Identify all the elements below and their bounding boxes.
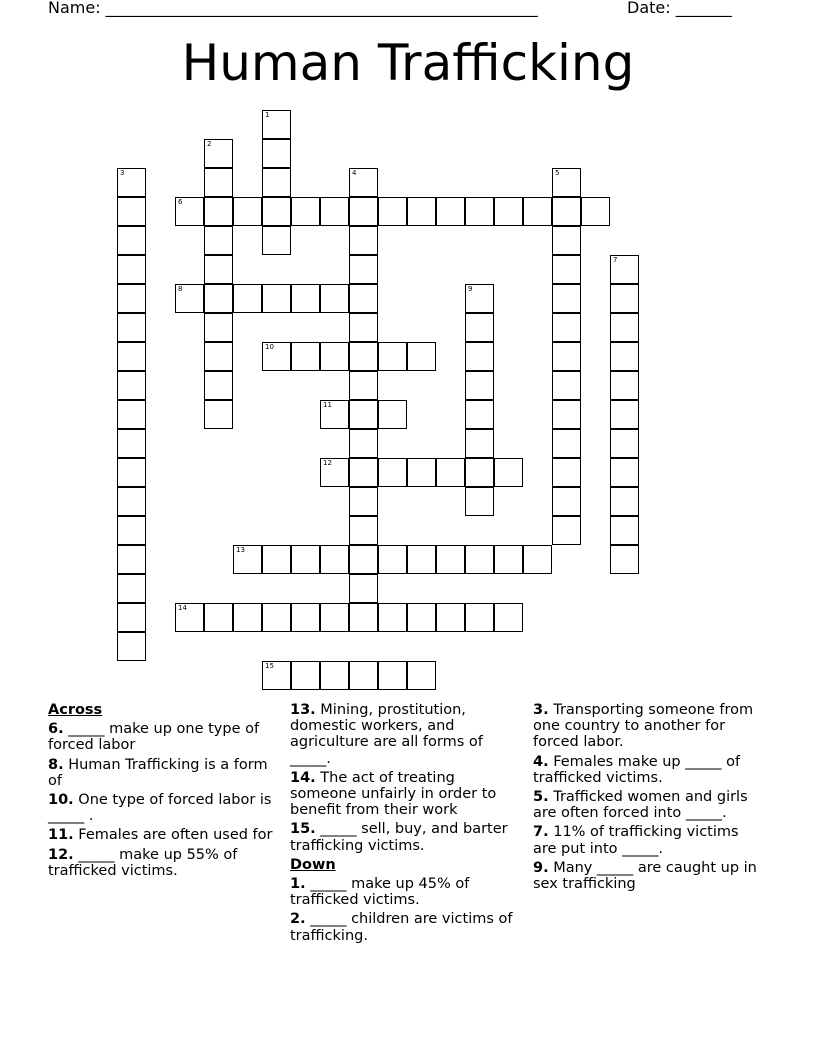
crossword-cell[interactable] [262, 139, 291, 168]
crossword-cell[interactable] [349, 168, 378, 197]
crossword-cell[interactable] [320, 603, 349, 632]
crossword-cell[interactable] [552, 313, 581, 342]
crossword-cell[interactable] [175, 197, 204, 226]
crossword-cell[interactable] [320, 197, 349, 226]
cell-number: 4 [352, 169, 357, 177]
crossword-cell[interactable] [465, 197, 494, 226]
crossword-cell[interactable] [407, 342, 436, 371]
clue-across-15: 15. _____ sell, buy, and barter trafficking victims. [290, 821, 508, 854]
crossword-cell[interactable] [349, 458, 378, 487]
crossword-cell[interactable] [204, 371, 233, 400]
crossword-cell[interactable] [262, 342, 291, 371]
crossword-cell[interactable] [349, 284, 378, 313]
crossword-cell[interactable] [117, 487, 146, 516]
crossword-cell[interactable] [204, 226, 233, 255]
cell-number: 10 [265, 343, 274, 351]
clue-column-3 [533, 702, 763, 895]
crossword-cell[interactable] [349, 545, 378, 574]
crossword-cell[interactable] [117, 603, 146, 632]
clue-down-2: 2. _____ children are victims of trafficking. [290, 911, 513, 944]
cell-number: 1 [265, 111, 270, 119]
clue-column-2 [290, 702, 515, 947]
crossword-cell[interactable] [465, 603, 494, 632]
crossword-cell[interactable] [610, 545, 639, 574]
crossword-cell[interactable] [349, 313, 378, 342]
crossword-cell[interactable] [552, 400, 581, 429]
crossword-cell[interactable] [117, 255, 146, 284]
crossword-cell[interactable] [378, 603, 407, 632]
crossword-cell[interactable] [320, 661, 349, 690]
crossword-cell[interactable] [610, 516, 639, 545]
crossword-cell[interactable] [291, 603, 320, 632]
crossword-cell[interactable] [610, 342, 639, 371]
crossword-cell[interactable] [494, 545, 523, 574]
crossword-cell[interactable] [407, 545, 436, 574]
cell-number: 7 [613, 256, 618, 264]
crossword-cell[interactable] [175, 603, 204, 632]
cell-number: 5 [555, 169, 560, 177]
crossword-cell[interactable] [233, 284, 262, 313]
crossword-cell[interactable] [117, 226, 146, 255]
crossword-cell[interactable] [349, 342, 378, 371]
crossword-cell[interactable] [233, 603, 262, 632]
crossword-cell[interactable] [610, 458, 639, 487]
crossword-cell[interactable] [436, 603, 465, 632]
crossword-cell[interactable] [117, 458, 146, 487]
clue-down-3: 3. Transporting someone from one country to another for forced labor. [533, 702, 754, 751]
crossword-cell[interactable] [465, 487, 494, 516]
crossword-cell[interactable] [552, 226, 581, 255]
crossword-cell[interactable] [262, 226, 291, 255]
clue-column-1 [48, 700, 273, 882]
name-field-label: Name: ______________________________________________________ [48, 0, 538, 17]
clue-down-9: 9. Many _____ are caught up in sex trafficking [533, 859, 757, 893]
crossword-cell[interactable] [349, 516, 378, 545]
crossword-cell[interactable] [552, 168, 581, 197]
cell-number: 14 [178, 604, 187, 612]
crossword-cell[interactable] [117, 400, 146, 429]
crossword-cell[interactable] [262, 197, 291, 226]
crossword-cell[interactable] [204, 255, 233, 284]
crossword-cell[interactable] [349, 487, 378, 516]
crossword-cell[interactable] [465, 371, 494, 400]
crossword-cell[interactable] [610, 429, 639, 458]
crossword-cell[interactable] [465, 458, 494, 487]
crossword-cell[interactable] [262, 603, 291, 632]
date-field-label: Date: _______ [627, 0, 732, 17]
crossword-cell[interactable] [436, 545, 465, 574]
crossword-cell[interactable] [436, 197, 465, 226]
crossword-cell[interactable] [378, 545, 407, 574]
crossword-cell[interactable] [465, 284, 494, 313]
crossword-cell[interactable] [349, 371, 378, 400]
clue-across-10: 10. One type of forced labor is _____ . [48, 792, 272, 825]
cell-number: 2 [207, 140, 212, 148]
crossword-cell[interactable] [117, 342, 146, 371]
crossword-cell[interactable] [610, 400, 639, 429]
crossword-cell[interactable] [610, 255, 639, 284]
crossword-cell[interactable] [262, 168, 291, 197]
crossword-cell[interactable] [291, 661, 320, 690]
crossword-cell[interactable] [262, 110, 291, 139]
crossword-cell[interactable] [494, 197, 523, 226]
cell-number: 11 [323, 401, 332, 409]
crossword-cell[interactable] [610, 284, 639, 313]
crossword-cell[interactable] [465, 545, 494, 574]
crossword-cell[interactable] [204, 342, 233, 371]
crossword-cell[interactable] [117, 516, 146, 545]
crossword-cell[interactable] [465, 429, 494, 458]
crossword-cell[interactable] [262, 284, 291, 313]
crossword-cell[interactable] [117, 574, 146, 603]
crossword-cell[interactable] [610, 371, 639, 400]
crossword-cell[interactable] [291, 197, 320, 226]
crossword-cell[interactable] [262, 661, 291, 690]
crossword-cell[interactable] [320, 458, 349, 487]
crossword-cell[interactable] [436, 458, 465, 487]
crossword-cell[interactable] [204, 139, 233, 168]
crossword-cell[interactable] [407, 458, 436, 487]
crossword-cell[interactable] [610, 313, 639, 342]
crossword-cell[interactable] [378, 458, 407, 487]
crossword-cell[interactable] [610, 487, 639, 516]
crossword-cell[interactable] [204, 313, 233, 342]
crossword-cell[interactable] [581, 197, 610, 226]
crossword-cell[interactable] [407, 661, 436, 690]
crossword-cell[interactable] [407, 603, 436, 632]
crossword-cell[interactable] [117, 284, 146, 313]
crossword-cell[interactable] [117, 429, 146, 458]
crossword-cell[interactable] [117, 197, 146, 226]
crossword-cell[interactable] [233, 545, 262, 574]
clue-down-1: 1. _____ make up 45% of trafficked victims. [290, 876, 470, 909]
clue-across-11: 11. Females are often used for [48, 827, 273, 844]
crossword-cell[interactable] [291, 342, 320, 371]
cell-number: 13 [236, 546, 245, 554]
crossword-cell[interactable] [233, 197, 262, 226]
crossword-cell[interactable] [378, 342, 407, 371]
clue-across-14: 14. The act of treating someone unfairly in order to benefit from their work [290, 769, 497, 819]
clue-across-12: 12. _____ make up 55% of trafficked victims. [48, 846, 238, 879]
crossword-cell[interactable] [204, 168, 233, 197]
crossword-cell[interactable] [552, 487, 581, 516]
crossword-cell[interactable] [552, 516, 581, 545]
crossword-cell[interactable] [117, 632, 146, 661]
crossword-cell[interactable] [349, 574, 378, 603]
crossword-cell[interactable] [552, 458, 581, 487]
clue-across-8: 8. Human Trafficking is a form of [48, 756, 268, 789]
crossword-cell[interactable] [349, 226, 378, 255]
crossword-cell[interactable] [175, 284, 204, 313]
cell-number: 3 [120, 169, 125, 177]
crossword-cell[interactable] [494, 603, 523, 632]
clue-across-6: 6. _____ make up one type of forced labor [48, 721, 260, 754]
crossword-cell[interactable] [320, 342, 349, 371]
cell-number: 6 [178, 198, 183, 206]
across-heading: Across [48, 702, 103, 718]
crossword-cell[interactable] [117, 313, 146, 342]
cell-number: 15 [265, 662, 274, 670]
crossword-cell[interactable] [320, 400, 349, 429]
crossword-cell[interactable] [320, 284, 349, 313]
crossword-cell[interactable] [349, 661, 378, 690]
crossword-cell[interactable] [552, 371, 581, 400]
crossword-cell[interactable] [349, 400, 378, 429]
crossword-cell[interactable] [204, 400, 233, 429]
crossword-cell[interactable] [117, 545, 146, 574]
crossword-cell[interactable] [378, 197, 407, 226]
crossword-cell[interactable] [262, 545, 291, 574]
crossword-cell[interactable] [204, 197, 233, 226]
crossword-cell[interactable] [552, 284, 581, 313]
crossword-cell[interactable] [378, 400, 407, 429]
crossword-cell[interactable] [378, 661, 407, 690]
clue-down-4: 4. Females make up _____ of trafficked victims. [533, 753, 741, 786]
cell-number: 9 [468, 285, 473, 293]
cell-number: 8 [178, 285, 183, 293]
clue-across-13: 13. Mining, prostitution, domestic workers, and agriculture are all forms of _____. [290, 702, 483, 767]
crossword-cell[interactable] [204, 284, 233, 313]
down-heading: Down [290, 856, 336, 873]
crossword-cell[interactable] [465, 400, 494, 429]
crossword-cell[interactable] [552, 197, 581, 226]
crossword-cell[interactable] [349, 603, 378, 632]
crossword-cell[interactable] [320, 545, 349, 574]
crossword-cell[interactable] [552, 429, 581, 458]
crossword-cell[interactable] [291, 284, 320, 313]
crossword-cell[interactable] [552, 342, 581, 371]
page-title: Human Trafficking [181, 34, 635, 92]
crossword-cell[interactable] [349, 197, 378, 226]
crossword-cell[interactable] [117, 371, 146, 400]
clue-down-7: 7. 11% of trafficking victims are put into _____. [533, 824, 739, 857]
crossword-cell[interactable] [117, 168, 146, 197]
cell-number: 12 [323, 459, 332, 467]
crossword-cell[interactable] [465, 342, 494, 371]
crossword-cell[interactable] [204, 603, 233, 632]
crossword-cell[interactable] [552, 255, 581, 284]
crossword-cell[interactable] [407, 197, 436, 226]
crossword-cell[interactable] [465, 313, 494, 342]
crossword-cell[interactable] [291, 545, 320, 574]
clue-down-5: 5. Trafficked women and girls are often forced into _____. [533, 789, 748, 822]
crossword-cell[interactable] [494, 458, 523, 487]
crossword-cell[interactable] [523, 197, 552, 226]
crossword-cell[interactable] [523, 545, 552, 574]
crossword-cell[interactable] [349, 255, 378, 284]
crossword-cell[interactable] [349, 429, 378, 458]
